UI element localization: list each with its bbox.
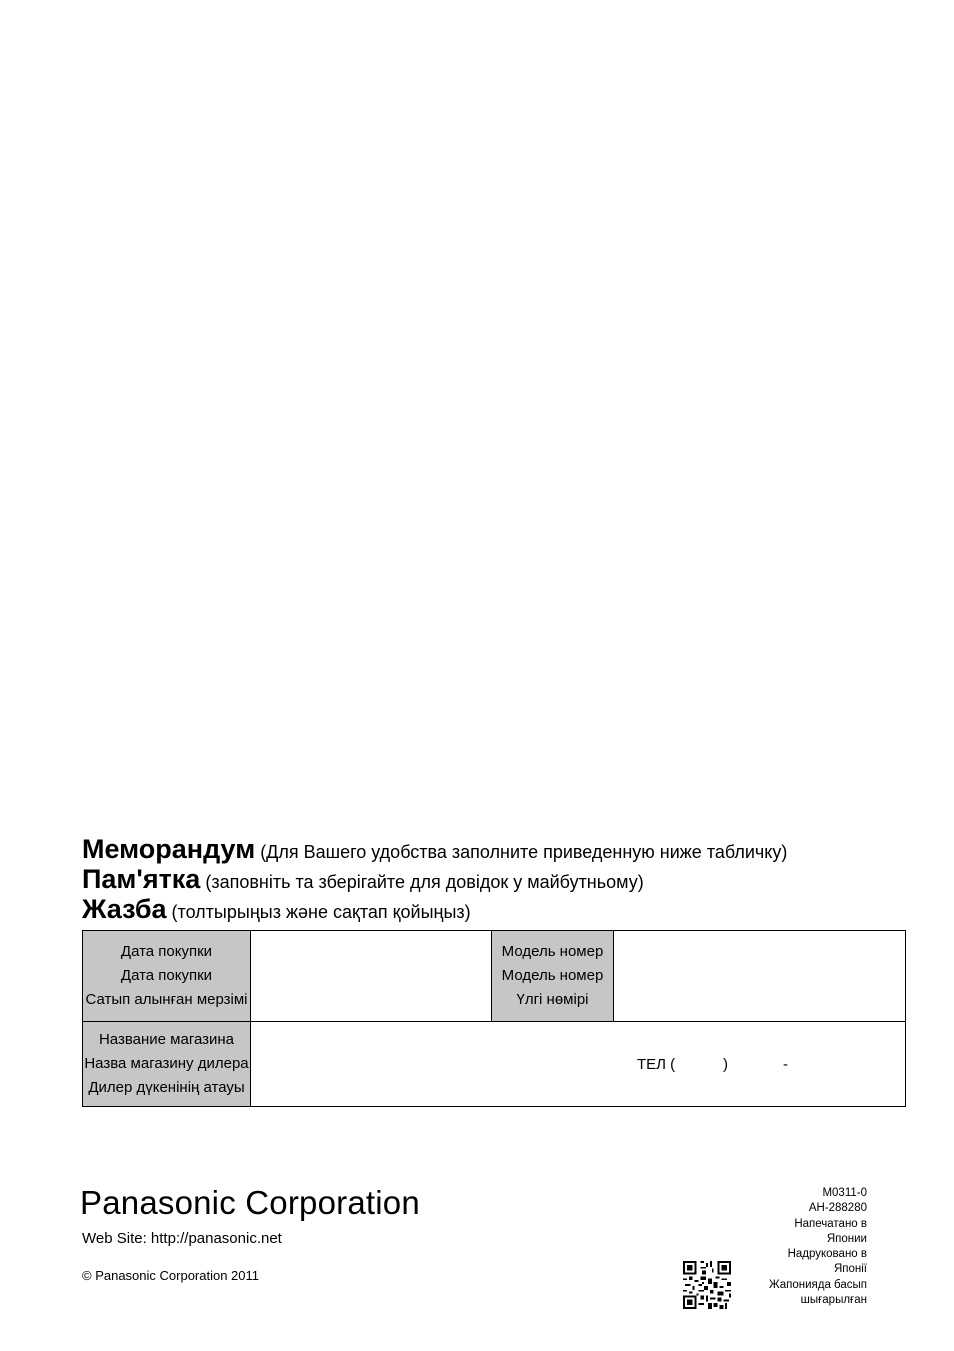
tel-paren-close: ) bbox=[723, 1056, 728, 1073]
memorandum-heading bbox=[82, 834, 787, 924]
purchase-date-label-uk: Дата покупки bbox=[120, 967, 213, 984]
model-number-label-uk: Модель номер bbox=[501, 967, 604, 984]
memo-title: Жазба bbox=[82, 894, 167, 924]
purchase-date-field[interactable] bbox=[251, 931, 492, 1022]
store-name-label bbox=[83, 1022, 251, 1107]
store-name-label-uk: Назва магазину дилера bbox=[84, 1055, 249, 1072]
qr-code-icon bbox=[683, 1261, 731, 1309]
store-name-field[interactable] bbox=[251, 1022, 906, 1107]
copyright-text: © Panasonic Corporation 2011 bbox=[82, 1268, 260, 1283]
website-text: Web Site: http://panasonic.net bbox=[82, 1230, 282, 1247]
printed-in-uk: Японії bbox=[833, 1263, 867, 1276]
memo-subtitle: (Для Вашего удобства заполните приведенную ниже табличку) bbox=[260, 842, 788, 862]
model-number-label-kk: Үлгі нөмірі bbox=[516, 991, 589, 1008]
tel-label: ТЕЛ ( bbox=[637, 1056, 676, 1073]
model-number-label-ru: Модель номер bbox=[501, 943, 604, 960]
printed-in-kk: шығарылған bbox=[800, 1294, 867, 1307]
memo-line-uk bbox=[82, 864, 787, 894]
table-row bbox=[83, 1022, 906, 1107]
memo-subtitle: (заповніть та зберігайте для довідок у майбутньому) bbox=[205, 872, 644, 892]
memo-form-table bbox=[82, 930, 906, 1107]
printed-in-ru: Японии bbox=[826, 1232, 867, 1245]
tel-dash: - bbox=[783, 1056, 788, 1073]
memo-line-kk bbox=[82, 894, 787, 924]
print-code: AH-288280 bbox=[808, 1202, 867, 1215]
purchase-date-label bbox=[83, 931, 251, 1022]
tel-wrap bbox=[251, 1022, 905, 1106]
store-name-label-ru: Название магазина bbox=[98, 1031, 235, 1048]
table-row bbox=[83, 931, 906, 1022]
store-name-label-kk: Дилер дүкенінің атауы bbox=[88, 1079, 245, 1096]
purchase-date-label-ru: Дата покупки bbox=[120, 943, 213, 960]
memo-subtitle: (толтырыңыз және сақтап қойыңыз) bbox=[171, 902, 471, 922]
purchase-date-label-kk: Сатып алынған мерзімі bbox=[85, 991, 248, 1008]
printed-in-kk: Жапонияда басып bbox=[768, 1278, 867, 1291]
print-info bbox=[737, 1186, 867, 1308]
model-number-field[interactable] bbox=[614, 931, 906, 1022]
memo-title: Пам'ятка bbox=[82, 864, 201, 894]
printed-in-uk: Надруковано в bbox=[787, 1248, 867, 1261]
panasonic-logo: Panasonic Corporation bbox=[80, 1184, 420, 1221]
print-code: M0311-0 bbox=[822, 1187, 867, 1199]
printed-in-ru: Напечатано в bbox=[794, 1217, 867, 1230]
memo-title: Меморандум bbox=[82, 834, 256, 864]
memo-line-ru bbox=[82, 834, 787, 864]
model-number-label bbox=[492, 931, 614, 1022]
